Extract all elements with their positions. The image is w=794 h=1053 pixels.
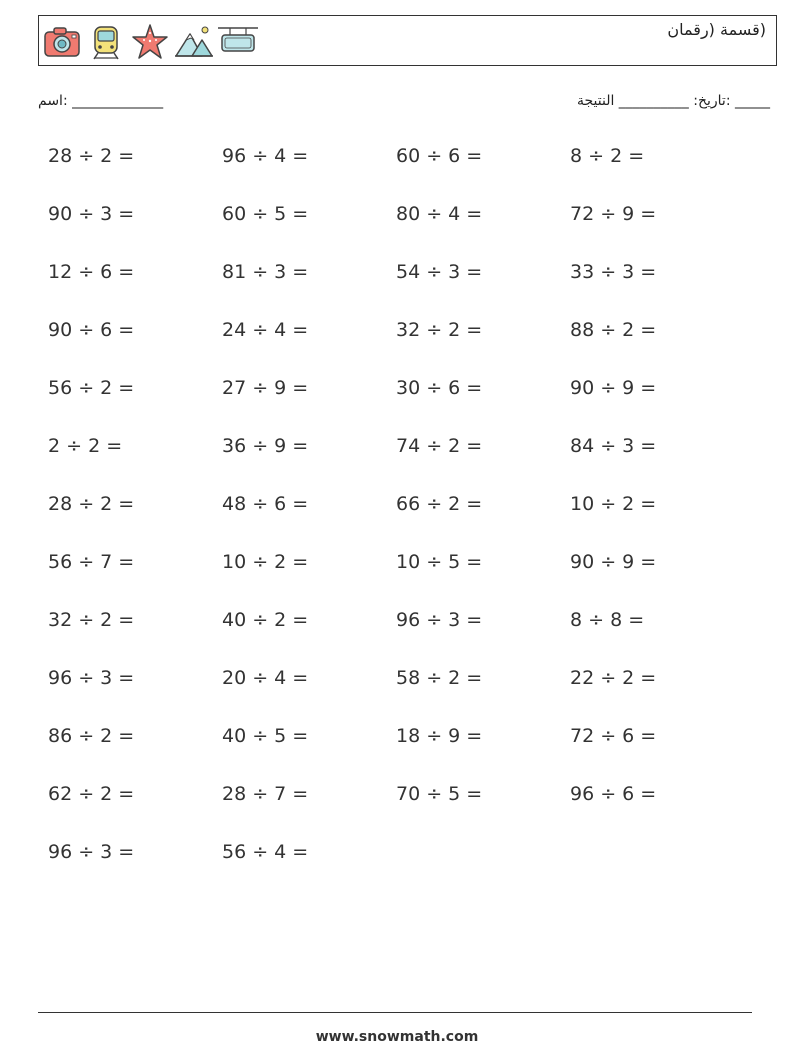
footer-url: www.snowmath.com xyxy=(315,1029,479,1045)
division-problem: 96 ÷ 6 = xyxy=(570,783,657,805)
division-problem: 58 ÷ 2 = xyxy=(396,667,483,689)
starfish-icon xyxy=(130,22,170,62)
header-box xyxy=(38,15,777,66)
division-problem: 56 ÷ 4 = xyxy=(222,841,309,863)
division-problem: 10 ÷ 5 = xyxy=(396,551,483,573)
division-problem: 96 ÷ 3 = xyxy=(48,667,135,689)
division-problem: 36 ÷ 9 = xyxy=(222,435,309,457)
division-problem: 74 ÷ 2 = xyxy=(396,435,483,457)
division-problem: 96 ÷ 3 = xyxy=(48,841,135,863)
division-problem: 56 ÷ 7 = xyxy=(48,551,135,573)
division-problem: 28 ÷ 7 = xyxy=(222,783,309,805)
division-problem: 90 ÷ 9 = xyxy=(570,377,657,399)
division-problem: 86 ÷ 2 = xyxy=(48,725,135,747)
division-problem: 96 ÷ 3 = xyxy=(396,609,483,631)
division-problem: 90 ÷ 3 = xyxy=(48,203,135,225)
division-problem: 84 ÷ 3 = xyxy=(570,435,657,457)
division-problem: 28 ÷ 2 = xyxy=(48,493,135,515)
division-problem: 90 ÷ 6 = xyxy=(48,319,135,341)
division-problem: 27 ÷ 9 = xyxy=(222,377,309,399)
worksheet-title: (قسمة (رقمان xyxy=(667,20,766,39)
division-problem: 28 ÷ 2 = xyxy=(48,145,135,167)
icon-strip xyxy=(42,21,258,63)
mountain-icon xyxy=(174,22,214,62)
division-problem: 8 ÷ 8 = xyxy=(570,609,645,631)
division-problem: 66 ÷ 2 = xyxy=(396,493,483,515)
division-problem: 54 ÷ 3 = xyxy=(396,261,483,283)
division-problem: 2 ÷ 2 = xyxy=(48,435,123,457)
division-problem: 30 ÷ 6 = xyxy=(396,377,483,399)
division-problem: 90 ÷ 9 = xyxy=(570,551,657,573)
division-problem: 22 ÷ 2 = xyxy=(570,667,657,689)
division-problem: 32 ÷ 2 = xyxy=(48,609,135,631)
division-problem: 96 ÷ 4 = xyxy=(222,145,309,167)
division-problem: 60 ÷ 6 = xyxy=(396,145,483,167)
division-problem: 88 ÷ 2 = xyxy=(570,319,657,341)
camera-icon xyxy=(42,22,82,62)
division-problem: 8 ÷ 2 = xyxy=(570,145,645,167)
division-problem: 80 ÷ 4 = xyxy=(396,203,483,225)
division-problem: 48 ÷ 6 = xyxy=(222,493,309,515)
division-problem: 81 ÷ 3 = xyxy=(222,261,309,283)
hotel-sign-icon xyxy=(218,22,258,62)
name-field: اسم: _____________ xyxy=(38,93,164,109)
division-problem: 40 ÷ 2 = xyxy=(222,609,309,631)
division-problem: 62 ÷ 2 = xyxy=(48,783,135,805)
division-problem: 10 ÷ 2 = xyxy=(222,551,309,573)
division-problem: 40 ÷ 5 = xyxy=(222,725,309,747)
division-problem: 10 ÷ 2 = xyxy=(570,493,657,515)
division-problem: 70 ÷ 5 = xyxy=(396,783,483,805)
tram-icon xyxy=(86,22,126,62)
division-problem: 72 ÷ 6 = xyxy=(570,725,657,747)
division-problem: 56 ÷ 2 = xyxy=(48,377,135,399)
division-problem: 72 ÷ 9 = xyxy=(570,203,657,225)
division-problem: 20 ÷ 4 = xyxy=(222,667,309,689)
division-problem: 60 ÷ 5 = xyxy=(222,203,309,225)
footer-divider xyxy=(38,1012,752,1013)
division-problem: 24 ÷ 4 = xyxy=(222,319,309,341)
date-score-field: _____ :تاريخ: __________ النتيجة xyxy=(576,93,770,109)
division-problem: 18 ÷ 9 = xyxy=(396,725,483,747)
division-problem: 33 ÷ 3 = xyxy=(570,261,657,283)
division-problem: 12 ÷ 6 = xyxy=(48,261,135,283)
division-problem: 32 ÷ 2 = xyxy=(396,319,483,341)
